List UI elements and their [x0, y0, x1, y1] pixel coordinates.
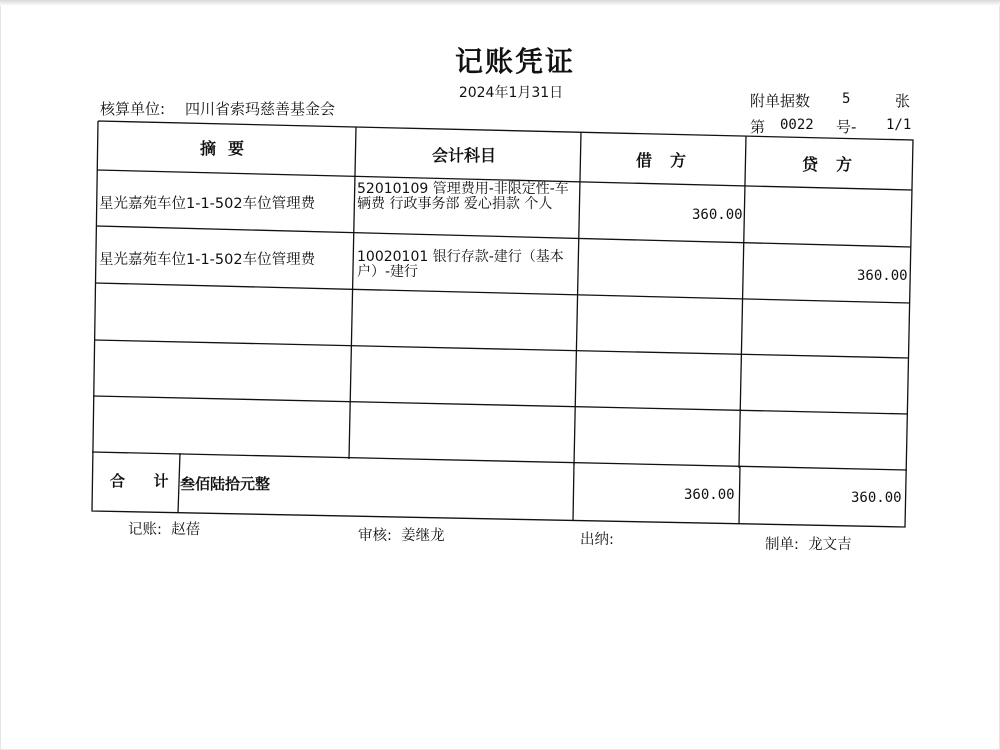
attachment-count: 5: [842, 91, 851, 107]
voucher-date: 2024年1月31日: [458, 85, 564, 101]
attachment-unit: 张: [895, 92, 911, 110]
page-indicator: 1/1: [886, 117, 912, 133]
voucher-number-prefix: 第: [750, 118, 766, 136]
voucher-title: 记账凭证: [454, 45, 575, 78]
total-words-divider: [573, 462, 574, 521]
row1-summary: 星光嘉苑车位1-1-502车位管理费: [99, 196, 316, 212]
row-divider-1: [96, 226, 911, 247]
unit-label: 核算单位:: [100, 100, 166, 118]
voucher-number-suffix: 号-: [836, 118, 857, 136]
auditor: 审核: 姜继龙: [358, 528, 445, 544]
attachment-label: 附单据数: [750, 92, 811, 110]
total-amount-words: 叁佰陆拾元整: [180, 475, 271, 493]
row-divider-4: [93, 396, 908, 414]
preparer: 制单: 龙文吉: [765, 537, 852, 553]
cashier: 出纳:: [580, 532, 614, 548]
header-summary: 摘要: [200, 139, 257, 158]
voucher-number: 0022: [780, 117, 814, 133]
total-credit: 360.00: [851, 490, 902, 506]
bookkeeper: 记账: 赵蓓: [128, 522, 201, 538]
total-label: 合 计: [110, 472, 175, 490]
row2-credit: 360.00: [857, 268, 908, 284]
header-debit: 借方: [636, 151, 705, 170]
unit-value: 四川省索玛慈善基金会: [185, 100, 336, 118]
header-account: 会计科目: [432, 146, 497, 165]
row-divider-2: [95, 283, 910, 303]
total-debit-divider: [739, 466, 740, 524]
row2-summary: 星光嘉苑车位1-1-502车位管理费: [99, 252, 316, 268]
row2-account: 10020101 银行存款-建行（基本户）-建行: [357, 249, 564, 280]
row-divider-3: [94, 340, 909, 358]
header-credit: 贷方: [802, 155, 871, 174]
row1-account: 52010109 管理费用-非限定性-车辆费 行政事务部 爱心捐款 个人: [357, 181, 569, 212]
total-debit: 360.00: [684, 487, 735, 503]
row1-debit: 360.00: [692, 207, 743, 223]
total-divider: [92, 452, 907, 470]
